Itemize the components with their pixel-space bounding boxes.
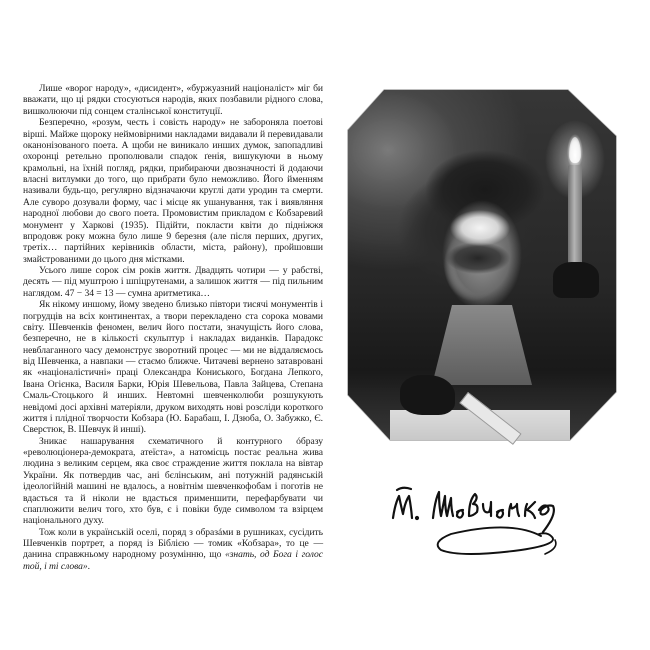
candlestick	[553, 262, 599, 298]
portrait-hand	[400, 375, 455, 415]
candle-icon	[568, 165, 582, 265]
shevchenko-signature	[385, 480, 605, 570]
text-column	[23, 83, 323, 572]
paragraph-2: Безперечно, «розум, честь і совість народу» не забороняла поетові вірші. Майже щороку неймовірними накладами видавали й перевидавали оканонізованого поета. А щоби не виникало инших думок, запопадливі охоронці ретельно прополювали спадок ґенія, вишукуючи в ньому крамольні, на їхній погляд, рядки, прибираючи двозначності й додаючи власні витлумки до того, що прибрати було неможливо. Його йменням називали будь-що, регулярно відзначаючи круглі дати уродин та смерти. Але суворо дозували форму, час і місце як ушанування, так і виявляння народної любови до свого поета. Промовистим прикладом є Кобзаревий монумент у Харкові (1935). Підійти, покласти квіти до підніжжя впродовж року можна було лише 9 березня (але після перших, других, третіх… партійних керівників области, міста, району), пройшовши змайстрованими до цього дня містками.	[23, 117, 323, 265]
paragraph-6-text: Тож коли в українській оселі, поряд з образáми в рушниках, сусідить Шевченків портрет, а поряд із Біблією — томик «Кобзара», то це — данина справжньому народному розумінню, що	[23, 526, 323, 561]
paragraph-4: Як нікому иншому, йому зведено близько півтори тисячі монументів і погрудців на всіх континентах, а твори перекладено ста сорока мовами світу. Шевченків феномен, велич його постати, значущість його слова, безперечно, не в кількості скульптур і накладах виданків. Парадокс невблаганного часу демонструє зворотний процес — ми не віддаляємось від Шевченка, а навпаки — стаємо ближче. Читачеві вернено затавровані як «націоналістичні» праці Олександра Кониського, Богдана Лепкого, Івана Огієнка, Василя Барки, Юрія Шевельова, Павла Зайцева, Степана Смаль-Стоцького й инших. Невтомні шевченколюби розшукують невідомі досі архівні матеріяли, друком виходять нові розсліди короткого життя і плідної творчости Кобзара (Ю. Барабаш, І. Дзюба, О. Забужко, Є. Сверстюк, В. Шевчук й инші).	[23, 299, 323, 436]
portrait-face	[438, 200, 524, 310]
paragraph-3: Усього лише сорок сім років життя. Двадцять чотири — у рабстві, десять — під муштрою і шпіцрутенами, а залишок життя — під пильним наглядом. 47 − 34 = 13 — сумна аритметика…	[23, 265, 323, 299]
kobzar-quote: «знать, од Бога і голос той, і ті слова»	[23, 549, 323, 572]
paragraph-1: Лише «ворог народу», «дисидент», «буржуазний націоналіст» міг би вважати, що ці рядки стосуються народів, яких позбавили рідного слова, вишколюючи під сонцем сталінської конституції.	[23, 83, 323, 117]
paragraph-6	[23, 527, 323, 573]
paragraph-5: Зникає нашарування схематичного й контурного óбразу «революціонера-демократа, атеїста», а натомісць постає реальна жива людина з великим серцем, яка своє страждение життя поклала на вівтар України. Як потвердив час, ані бєлінським, ані потужній радянській ідеологійній машині не вдалось, а новітнім шевченкофобам і поготів не вдасться та й ніколи не вдасться применшити, перефарбувати чи спаплюжити велич того, хто був, є і повіки буде символом та взірцем національного духу.	[23, 435, 323, 527]
paragraph-6-end: .	[87, 560, 90, 572]
